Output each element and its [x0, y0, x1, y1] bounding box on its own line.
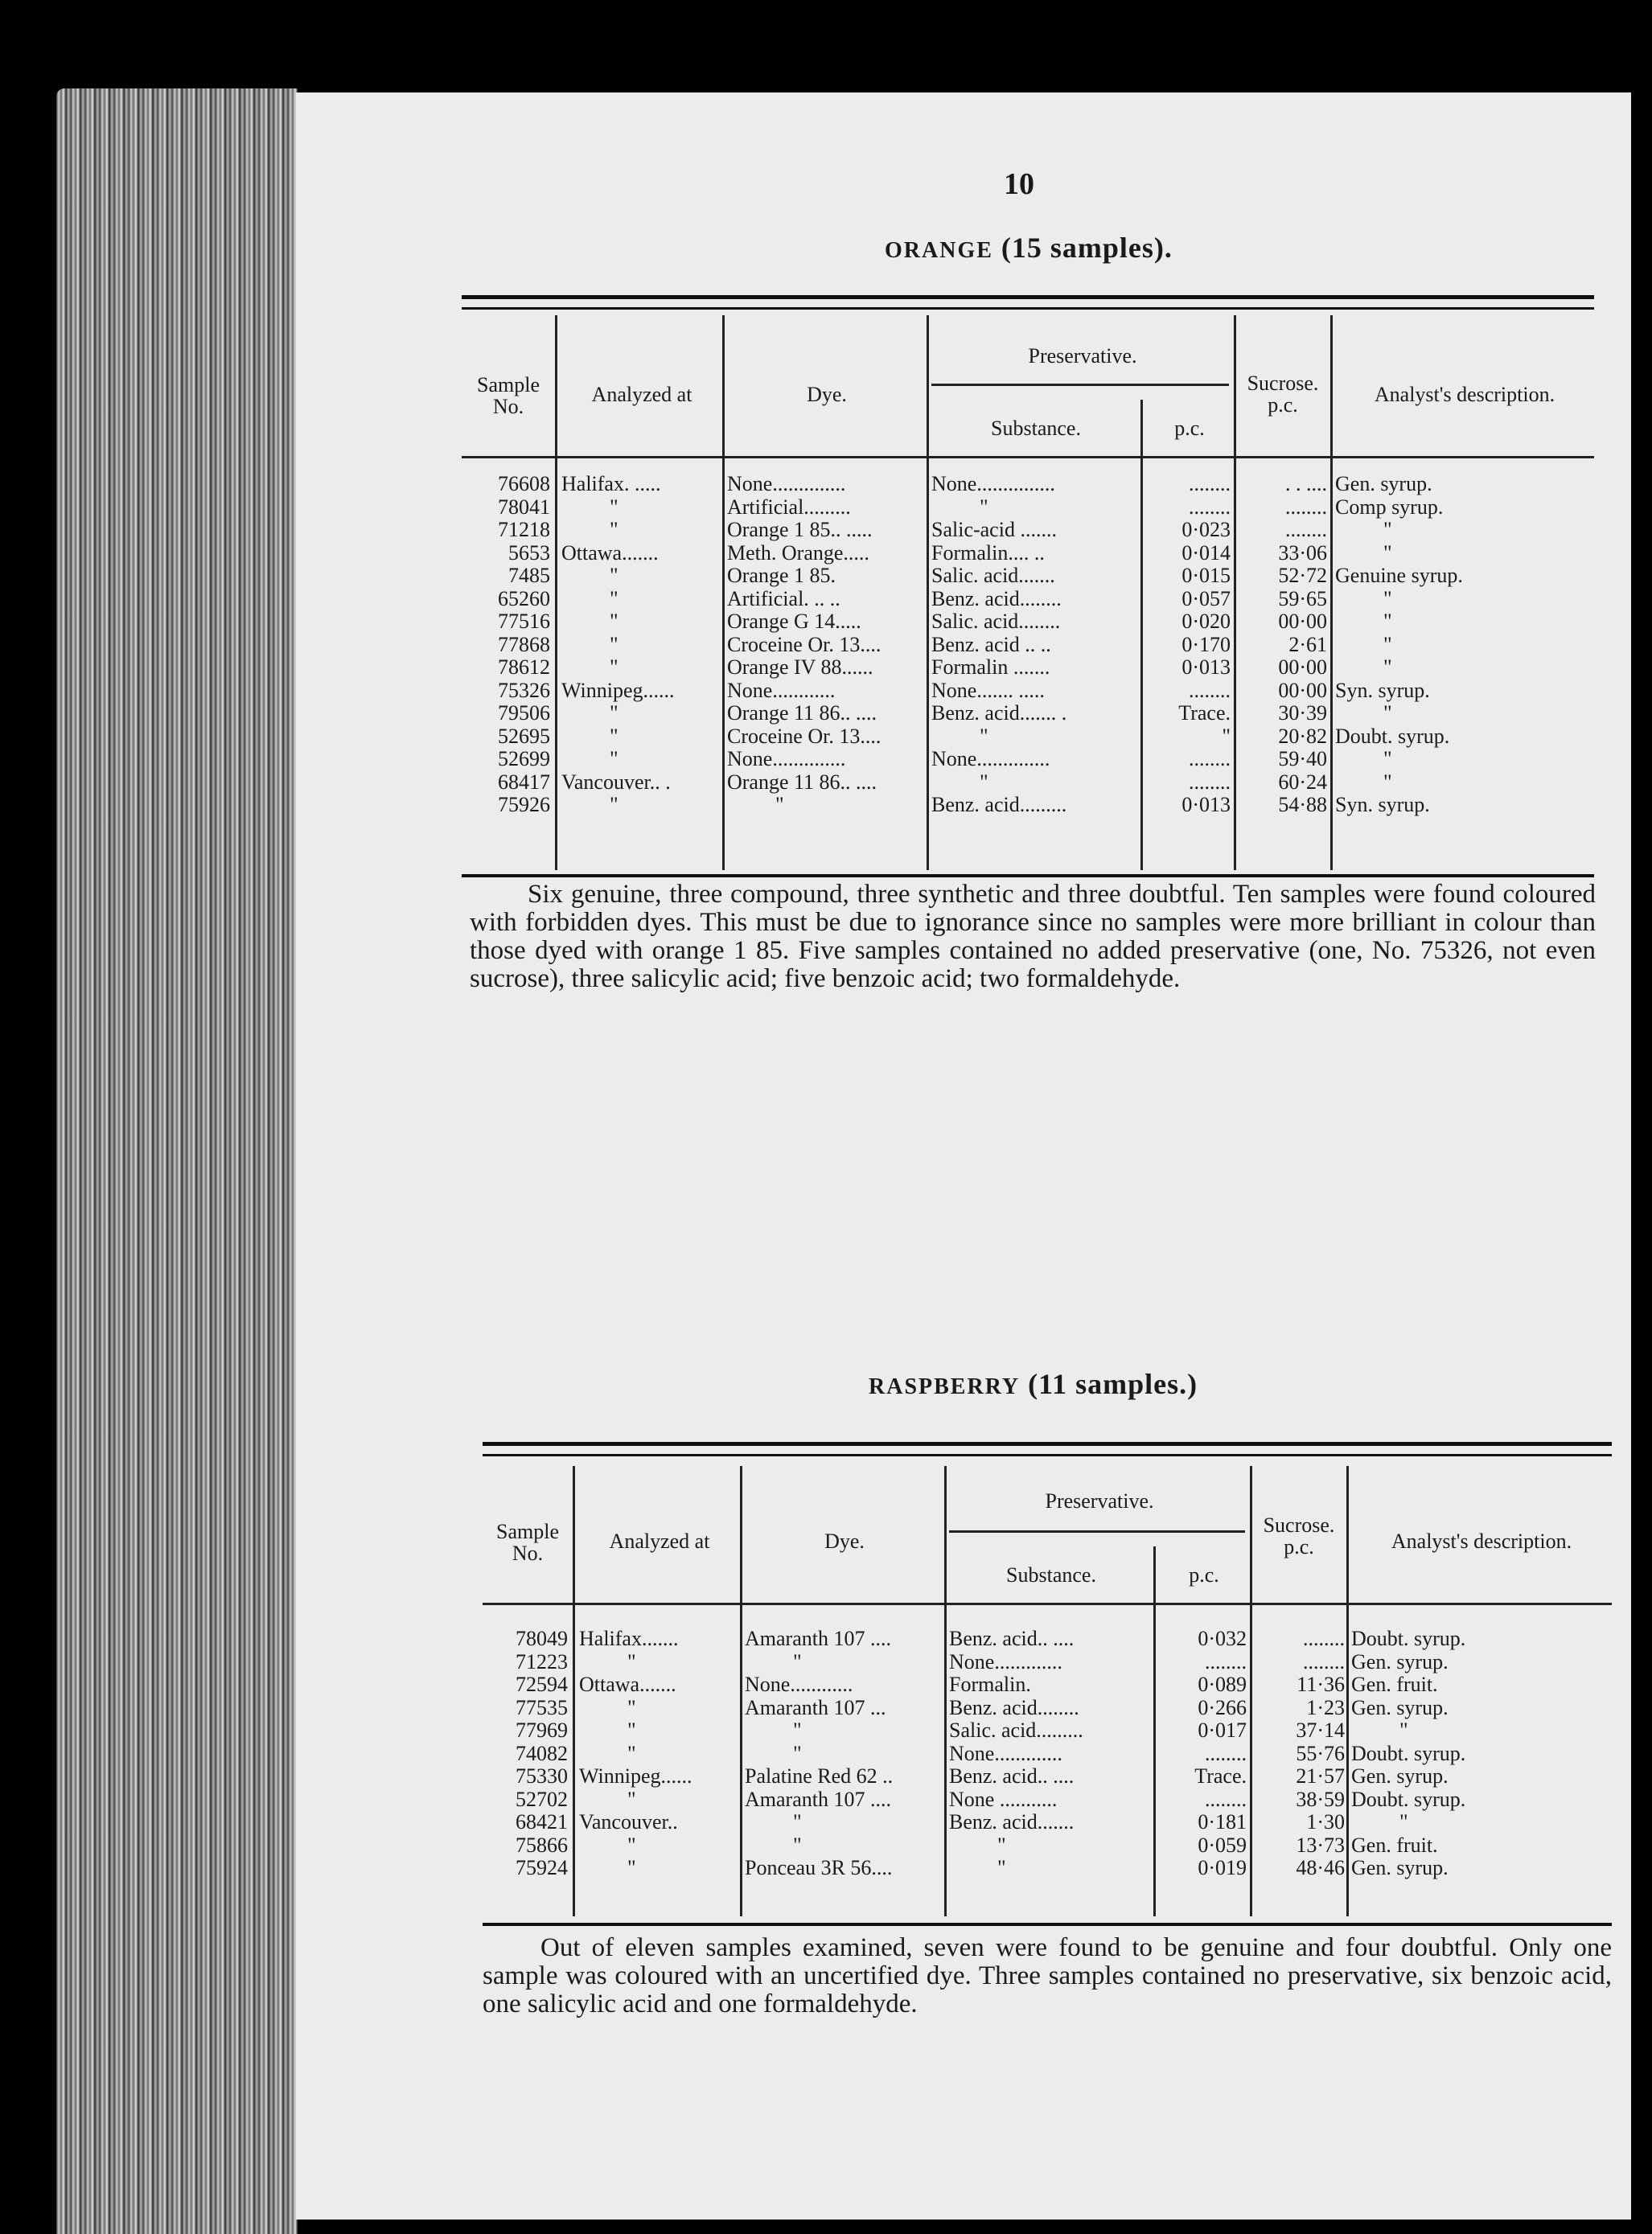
- header-dye: Dye.: [824, 1530, 865, 1553]
- cell-suc: 54·88: [1278, 793, 1327, 816]
- cell-suc: 20·82: [1278, 724, 1327, 748]
- cell-dye: Orange 1 85.: [727, 564, 836, 587]
- cell-desc: ": [1383, 770, 1392, 794]
- cell-suc: 1·23: [1306, 1695, 1345, 1719]
- cell-at: Winnipeg......: [579, 1764, 692, 1788]
- cell-no: 77868: [498, 632, 550, 656]
- cell-at: ": [627, 1695, 636, 1719]
- orange-summary-text: Six genuine, three compound, three synthetic and three doubtful. Ten samples were found coloured with forbidden dyes. This must be due to ignorance since no samples were more brilliant in colour than those dyed with orange 1 85. Five samples contained no added preservative (one, No. 75326, not even sucrose), three salicylic acid; five benzoic acid; two formaldehyde.: [470, 880, 1596, 993]
- cell-no: 77969: [516, 1719, 568, 1742]
- cell-sub: Formalin.: [949, 1673, 1031, 1696]
- header-sample-no: Sample No.: [477, 373, 540, 419]
- cell-pc: ........: [1205, 1741, 1247, 1765]
- orange-table: [462, 295, 1594, 938]
- cell-desc: Comp syrup.: [1335, 495, 1444, 519]
- cell-dye: Palatine Red 62 ..: [745, 1764, 894, 1788]
- cell-at: Halifax. .....: [561, 472, 661, 495]
- cell-pc: ........: [1205, 1787, 1247, 1811]
- header-pc: p.c.: [1189, 1563, 1219, 1587]
- cell-at: ": [610, 724, 618, 748]
- cell-sub: Salic-acid .......: [931, 518, 1057, 541]
- cell-at: Winnipeg......: [561, 678, 675, 702]
- cell-desc: Doubt. syrup.: [1351, 1787, 1466, 1811]
- cell-suc: 00·00: [1278, 678, 1327, 702]
- cell-sub: Benz. acid.........: [931, 793, 1067, 816]
- cell-suc: . . ....: [1285, 472, 1327, 495]
- cell-no: 77516: [498, 610, 550, 633]
- cell-sub: Benz. acid........: [949, 1695, 1079, 1719]
- cell-suc: 11·36: [1297, 1673, 1345, 1696]
- cell-at: ": [627, 1741, 636, 1765]
- table-top-rule: [483, 1442, 1612, 1456]
- cell-at: Ottawa.......: [561, 540, 659, 565]
- cell-suc: 30·39: [1278, 701, 1327, 725]
- cell-suc: ........: [1285, 518, 1327, 541]
- raspberry-caption-name: RASPBERRY: [869, 1374, 1021, 1399]
- cell-pc: 0·057: [1181, 586, 1231, 610]
- cell-suc: ........: [1303, 1627, 1345, 1650]
- cell-no: 74082: [516, 1741, 568, 1765]
- cell-desc: Gen. syrup.: [1351, 1764, 1449, 1788]
- cell-no: 77535: [516, 1695, 568, 1719]
- cell-dye: Croceine Or. 13....: [727, 724, 881, 748]
- cell-at: ": [610, 495, 618, 519]
- cell-suc: ........: [1285, 495, 1327, 519]
- header-sucrose: Sucrose. p.c.: [1247, 372, 1319, 417]
- cell-no: 78612: [498, 655, 550, 679]
- cell-dye: Orange 1 85.. .....: [727, 518, 873, 541]
- cell-pc: ........: [1189, 747, 1231, 770]
- cell-dye: Artificial. .. ..: [727, 586, 840, 610]
- cell-dye: Meth. Orange.....: [727, 540, 869, 565]
- cell-pc: ........: [1189, 472, 1231, 495]
- cell-pc: 0·013: [1181, 655, 1231, 679]
- cell-suc: 59·65: [1278, 586, 1327, 610]
- cell-no: 71223: [516, 1649, 568, 1673]
- header-sucrose: Sucrose. p.c.: [1263, 1513, 1335, 1559]
- cell-no: 65260: [498, 586, 550, 610]
- cell-pc: 0·181: [1198, 1810, 1247, 1834]
- cell-desc: ": [1383, 747, 1392, 770]
- cell-at: ": [610, 632, 618, 656]
- cell-suc: 37·14: [1296, 1719, 1345, 1742]
- cell-sub: None ...........: [949, 1787, 1058, 1811]
- cell-at: ": [610, 793, 618, 816]
- cell-sub: ": [980, 495, 988, 519]
- book-page-edge: [56, 88, 298, 2234]
- cell-at: ": [610, 518, 618, 541]
- cell-sub: Benz. acid........: [931, 586, 1062, 610]
- cell-dye: ": [793, 1833, 802, 1857]
- cell-desc: Doubt. syrup.: [1351, 1741, 1466, 1765]
- header-analyzed-at: Analyzed at: [609, 1530, 710, 1553]
- cell-at: ": [610, 564, 618, 587]
- cell-no: 7485: [508, 564, 550, 587]
- cell-pc: 0·013: [1181, 793, 1231, 816]
- header-dye: Dye.: [807, 383, 847, 406]
- header-description: Analyst's description.: [1374, 383, 1555, 406]
- table-top-rule: [462, 295, 1594, 310]
- cell-at: ": [610, 701, 618, 725]
- cell-pc: 0·059: [1198, 1833, 1247, 1857]
- cell-suc: 00·00: [1278, 655, 1327, 679]
- cell-pc: 0·023: [1181, 518, 1231, 541]
- cell-pc: ........: [1189, 495, 1231, 519]
- cell-sub: Formalin.... ..: [931, 540, 1045, 565]
- cell-desc: ": [1383, 610, 1392, 633]
- cell-no: 71218: [498, 518, 550, 541]
- cell-at: Ottawa.......: [579, 1673, 676, 1696]
- cell-sub: None....... .....: [931, 678, 1045, 702]
- cell-at: ": [627, 1833, 636, 1857]
- cell-at: ": [627, 1787, 636, 1811]
- cell-no: 68421: [516, 1810, 568, 1834]
- cell-dye: Croceine Or. 13....: [727, 632, 881, 656]
- cell-sub: ": [997, 1856, 1006, 1879]
- cell-no: 52699: [498, 747, 550, 770]
- cell-pc: Trace.: [1194, 1764, 1247, 1788]
- cell-no: 52695: [498, 724, 550, 748]
- cell-pc: 0·089: [1198, 1673, 1247, 1696]
- cell-at: ": [610, 655, 618, 679]
- cell-sub: None.............: [949, 1649, 1062, 1673]
- cell-pc: 0·015: [1181, 564, 1231, 587]
- cell-no: 75926: [498, 793, 550, 816]
- cell-dye: ": [793, 1741, 802, 1765]
- cell-sub: Benz. acid .. ..: [931, 632, 1051, 656]
- cell-no: 78041: [498, 495, 550, 519]
- cell-sub: None...............: [931, 472, 1055, 495]
- cell-desc: ": [1383, 518, 1392, 541]
- cell-desc: Doubt. syrup.: [1351, 1627, 1466, 1650]
- cell-no: 72594: [516, 1673, 568, 1696]
- cell-dye: ": [775, 793, 784, 816]
- page-number: 10: [1004, 167, 1034, 201]
- cell-pc: ........: [1205, 1649, 1247, 1673]
- raspberry-caption-count: (11 samples.): [1028, 1368, 1198, 1400]
- cell-at: Vancouver.. .: [561, 770, 671, 794]
- cell-dye: Amaranth 107 ....: [745, 1627, 891, 1650]
- cell-desc: Genuine syrup.: [1335, 564, 1463, 587]
- cell-dye: Ponceau 3R 56....: [745, 1856, 893, 1879]
- cell-sub: Formalin .......: [931, 655, 1050, 679]
- header-substance: Substance.: [1006, 1563, 1096, 1587]
- cell-pc: ": [1222, 724, 1231, 748]
- cell-pc: ........: [1189, 678, 1231, 702]
- cell-suc: 55·76: [1296, 1741, 1345, 1765]
- cell-sub: None.............: [949, 1741, 1062, 1765]
- raspberry-table-caption: [869, 1367, 1198, 1401]
- cell-dye: None............: [727, 678, 836, 702]
- cell-at: ": [627, 1719, 636, 1742]
- cell-desc: ": [1399, 1719, 1408, 1742]
- cell-sub: Salic. acid.......: [931, 564, 1055, 587]
- cell-desc: Gen. syrup.: [1351, 1695, 1449, 1719]
- cell-dye: Artificial.........: [727, 495, 851, 519]
- cell-suc: 13·73: [1296, 1833, 1345, 1857]
- cell-no: 75330: [516, 1764, 568, 1788]
- cell-dye: Amaranth 107 ....: [745, 1787, 891, 1811]
- cell-suc: 00·00: [1278, 610, 1327, 633]
- raspberry-summary-text: Out of eleven samples examined, seven were found to be genuine and four doubtful. Only one sample was coloured with an uncertified dye. Three samples contained no preservative, six benzoic acid, one salicylic acid and one formaldehyde.: [483, 1933, 1612, 2018]
- cell-sub: Benz. acid.......: [949, 1810, 1075, 1834]
- cell-no: 75924: [516, 1856, 568, 1879]
- cell-sub: None..............: [931, 747, 1050, 770]
- cell-sub: ": [980, 724, 988, 748]
- cell-dye: Amaranth 107 ...: [745, 1695, 886, 1719]
- cell-desc: ": [1383, 701, 1392, 725]
- cell-dye: Orange G 14.....: [727, 610, 861, 633]
- cell-dye: ": [793, 1649, 802, 1673]
- cell-suc: 21·57: [1296, 1764, 1345, 1788]
- cell-at: ": [610, 610, 618, 633]
- cell-sub: Benz. acid....... .: [931, 701, 1067, 725]
- cell-pc: 0·032: [1198, 1627, 1247, 1650]
- cell-desc: Syn. syrup.: [1335, 793, 1430, 816]
- cell-no: 75326: [498, 678, 550, 702]
- cell-dye: ": [793, 1810, 802, 1834]
- cell-suc: 2·61: [1288, 632, 1327, 656]
- header-description: Analyst's description.: [1391, 1530, 1572, 1553]
- cell-sub: Benz. acid.. ....: [949, 1764, 1075, 1788]
- cell-no: 75866: [516, 1833, 568, 1857]
- cell-sub: Salic. acid.........: [949, 1719, 1083, 1742]
- cell-dye: None............: [745, 1673, 853, 1696]
- header-preservative: Preservative.: [1045, 1489, 1154, 1513]
- header-sample-no: Sample No.: [496, 1520, 559, 1566]
- cell-pc: 0·170: [1181, 632, 1231, 656]
- cell-desc: ": [1383, 586, 1392, 610]
- cell-at: ": [610, 747, 618, 770]
- header-pc: p.c.: [1174, 417, 1205, 440]
- cell-suc: ........: [1303, 1649, 1345, 1673]
- orange-caption-count: (15 samples).: [1001, 232, 1173, 264]
- cell-sub: ": [980, 770, 988, 794]
- cell-desc: Gen. fruit.: [1351, 1673, 1438, 1696]
- cell-desc: Gen. syrup.: [1351, 1649, 1449, 1673]
- raspberry-table: [483, 1442, 1612, 1997]
- table-bottom-rule: [483, 1923, 1612, 1929]
- header-analyzed-at: Analyzed at: [591, 383, 692, 406]
- cell-suc: 38·59: [1296, 1787, 1345, 1811]
- cell-sub: Benz. acid.. ....: [949, 1627, 1075, 1650]
- cell-dye: ": [793, 1719, 802, 1742]
- cell-at: ": [627, 1856, 636, 1879]
- cell-desc: ": [1383, 540, 1392, 565]
- cell-dye: Orange 11 86.. ....: [727, 770, 877, 794]
- document-page: [296, 92, 1631, 2220]
- cell-at: Vancouver..: [579, 1810, 678, 1834]
- cell-desc: ": [1383, 655, 1392, 679]
- cell-desc: Gen. syrup.: [1351, 1856, 1449, 1879]
- cell-at: ": [627, 1649, 636, 1673]
- cell-desc: ": [1399, 1810, 1408, 1834]
- cell-suc: 33·06: [1278, 540, 1327, 565]
- header-preservative: Preservative.: [1028, 344, 1137, 368]
- raspberry-summary: [483, 1934, 1612, 2018]
- cell-no: 5653: [508, 540, 550, 565]
- cell-suc: 1·30: [1306, 1810, 1345, 1834]
- cell-dye: None..............: [727, 472, 846, 495]
- cell-pc: Trace.: [1178, 701, 1231, 725]
- cell-dye: Orange IV 88......: [727, 655, 873, 679]
- cell-at: ": [610, 586, 618, 610]
- cell-no: 68417: [498, 770, 550, 794]
- cell-pc: 0·017: [1198, 1719, 1247, 1742]
- cell-pc: 0·019: [1198, 1856, 1247, 1879]
- orange-caption-name: ORANGE: [885, 238, 993, 263]
- cell-desc: Gen. syrup.: [1335, 472, 1432, 495]
- cell-desc: Syn. syrup.: [1335, 678, 1430, 702]
- cell-no: 52702: [516, 1787, 568, 1811]
- cell-suc: 60·24: [1278, 770, 1327, 794]
- cell-no: 78049: [516, 1627, 568, 1650]
- cell-sub: Salic. acid........: [931, 610, 1061, 633]
- cell-pc: ........: [1189, 770, 1231, 794]
- cell-desc: Gen. fruit.: [1351, 1833, 1438, 1857]
- orange-table-caption: [885, 231, 1173, 265]
- cell-sub: ": [997, 1833, 1006, 1857]
- cell-desc: Doubt. syrup.: [1335, 724, 1450, 748]
- cell-pc: 0·266: [1198, 1695, 1247, 1719]
- cell-pc: 0·014: [1181, 540, 1231, 565]
- cell-no: 79506: [498, 701, 550, 725]
- cell-desc: ": [1383, 632, 1392, 656]
- cell-dye: None..............: [727, 747, 846, 770]
- cell-suc: 59·40: [1278, 747, 1327, 770]
- cell-no: 76608: [498, 472, 550, 495]
- cell-suc: 52·72: [1278, 564, 1327, 587]
- header-substance: Substance.: [991, 417, 1081, 440]
- cell-dye: Orange 11 86.. ....: [727, 701, 877, 725]
- cell-at: Halifax.......: [579, 1627, 679, 1650]
- orange-summary: [470, 881, 1596, 993]
- cell-suc: 48·46: [1296, 1856, 1345, 1879]
- cell-pc: 0·020: [1181, 610, 1231, 633]
